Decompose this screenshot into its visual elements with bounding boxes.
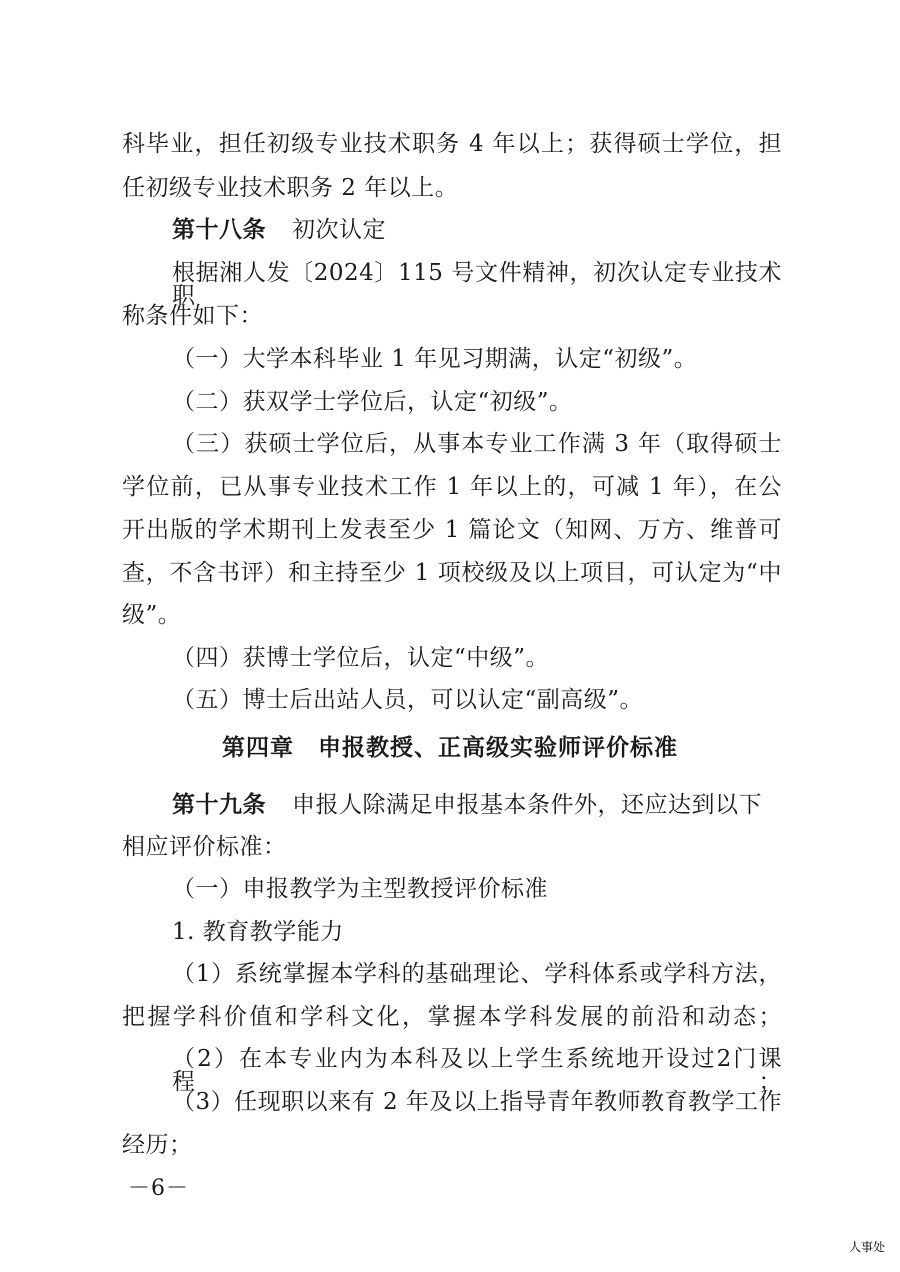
list-item: （五）博士后出站人员，可以认定“副高级”。 xyxy=(172,687,644,713)
list-item-line: 查，不含书评）和主持至少 1 项校级及以上项目，可认定为“中 xyxy=(122,560,782,586)
list-item-line: 开出版的学术期刊上发表至少 1 篇论文（知网、万方、维普可 xyxy=(122,517,782,543)
list-item: （二）获双学士学位后，认定“初级”。 xyxy=(172,389,573,415)
article-19-heading-line xyxy=(172,794,782,817)
list-item-line: 学位前，已从事专业技术工作 1 年以上的，可减 1 年），在公 xyxy=(122,474,782,500)
paragraph-line: 根据湘人发〔2024〕115 号文件精神，初次认定专业技术职 xyxy=(172,260,782,309)
section-heading: （一）申报教学为主型教授评价标准 xyxy=(172,876,548,902)
list-item-line: （三）获硕士学位后，从事本专业工作满 3 年（取得硕士 xyxy=(172,431,782,457)
watermark-label: 人事处 xyxy=(849,1240,886,1254)
page-number: －6－ xyxy=(128,1176,189,1201)
article-18-heading-line xyxy=(172,219,782,242)
list-item-line: 把握学科价值和学科文化，掌握本学科发展的前沿和动态； xyxy=(122,1004,782,1030)
list-item-line: （1）系统掌握本学科的基础理论、学科体系或学科方法， xyxy=(172,961,782,987)
article-18-number: 第十八条 xyxy=(172,217,266,243)
paragraph-line: 称条件如下： xyxy=(122,303,263,329)
list-item-line: （2）在本专业内为本科及以上学生系统地开设过2门课程； xyxy=(172,1046,782,1095)
subsection-heading: 1. 教育教学能力 xyxy=(172,919,344,945)
list-item-line: 级”。 xyxy=(122,602,182,628)
paragraph-line: 任初级专业技术职务 2 年以上。 xyxy=(122,175,459,201)
paragraph-line: 科毕业，担任初级专业技术职务 4 年以上；获得硕士学位，担 xyxy=(122,131,782,157)
chapter-title: 第四章 申报教授、正高级实验师评价标准 xyxy=(222,735,678,761)
list-item: （一）大学本科毕业 1 年见习期满，认定“初级”。 xyxy=(172,346,698,372)
list-item-line: （3）任现职以来有 2 年及以上指导青年教师教育教学工作 xyxy=(172,1089,782,1115)
list-item: （四）获博士学位后，认定“中级”。 xyxy=(172,645,550,671)
article-18-title: 初次认定 xyxy=(292,217,386,243)
article-19-text: 申报人除满足申报基本条件外，还应达到以下 xyxy=(292,792,762,818)
paragraph-line: 相应评价标准： xyxy=(122,834,287,860)
article-19-number: 第十九条 xyxy=(172,792,266,818)
list-item-line: 经历； xyxy=(122,1132,193,1158)
